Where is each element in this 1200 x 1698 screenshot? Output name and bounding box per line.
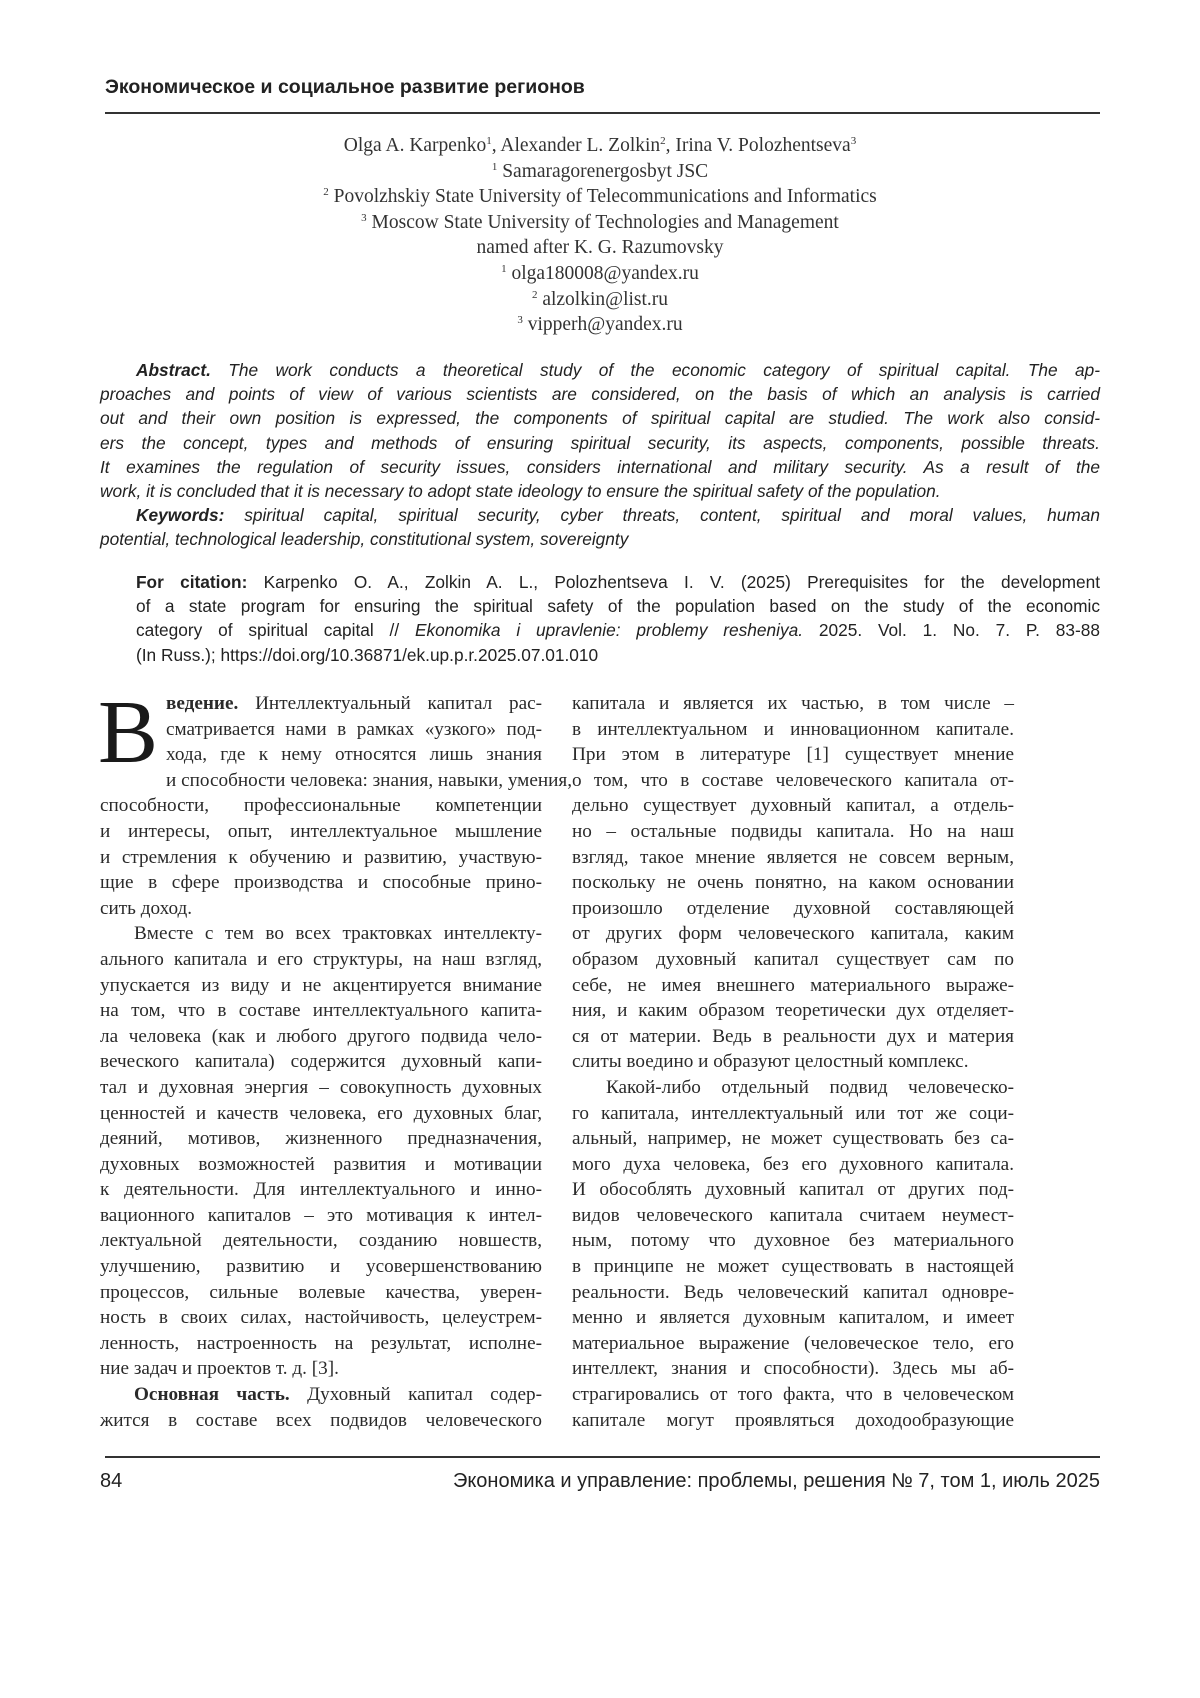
paragraph-heading: ведение. bbox=[166, 693, 239, 714]
body-text: ным, потому что духовное без материального bbox=[572, 1230, 1014, 1252]
drop-cap: В bbox=[98, 683, 159, 782]
abstract-text: work, it is concluded that it is necessary to adopt state ideology to ensure the spiritual safety of the population. bbox=[100, 481, 941, 502]
body-line bbox=[100, 1408, 542, 1434]
body-text: ла человека (как и любого другого подвида чело- bbox=[100, 1025, 542, 1047]
body-line bbox=[572, 1382, 1014, 1408]
author-name: Irina V. Polozhentseva bbox=[675, 135, 851, 156]
body-line bbox=[572, 819, 1014, 845]
superscript: 3 bbox=[517, 314, 523, 327]
body-line bbox=[572, 973, 1014, 999]
body-line bbox=[572, 1408, 1014, 1434]
body-line bbox=[100, 1075, 542, 1101]
body-line bbox=[100, 998, 542, 1024]
body-text: способности, профессиональные компетенции bbox=[100, 795, 542, 817]
citation-lead: For citation: bbox=[136, 572, 248, 592]
paragraph-heading: Основная часть. bbox=[134, 1384, 290, 1406]
abstract-text: out and their own position is expressed, the components of spiritual capital are studied. The work also consid- bbox=[100, 408, 1100, 429]
body-line bbox=[100, 691, 542, 717]
body-line bbox=[100, 768, 573, 794]
body-line bbox=[572, 947, 1014, 973]
body-text: альный, например, не может существовать без са- bbox=[572, 1128, 1014, 1150]
body-text: веческого капитала) содержится духовный капи- bbox=[100, 1051, 542, 1073]
body-text: сить доход. bbox=[100, 897, 193, 919]
body-text: вационного капиталов – это мотивация к интел- bbox=[100, 1204, 542, 1226]
body-line bbox=[100, 819, 542, 845]
body-text: Какой-либо отдельный подвид человеческо- bbox=[606, 1076, 1014, 1098]
body-text: но – остальные подвиды капитала. Но на наш bbox=[572, 820, 1014, 842]
body-text: к деятельности. Для интеллектуального и инно- bbox=[100, 1179, 542, 1201]
keywords-text: spiritual capital, spiritual security, cyber threats, content, spiritual and moral values, human bbox=[224, 505, 1100, 526]
citation-text: Karpenko O. A., Zolkin A. L., Polozhentseva I. V. (2025) Prerequisites for the development bbox=[247, 572, 1100, 592]
superscript: 2 bbox=[323, 186, 329, 199]
body-text: от других форм человеческого капитала, каким bbox=[572, 923, 1014, 945]
abstract-line bbox=[100, 358, 1100, 382]
body-line bbox=[572, 1280, 1014, 1306]
keywords-line bbox=[100, 503, 1100, 527]
body-text: При этом в литературе [1] существует мнение bbox=[572, 744, 1014, 766]
abstract-line bbox=[100, 406, 1100, 430]
citation-line bbox=[136, 570, 1100, 594]
body-text: мого духа человека, без его духовного капитала. bbox=[572, 1153, 1014, 1175]
body-line bbox=[572, 1152, 1014, 1178]
body-line bbox=[572, 717, 1014, 743]
citation-text: 2025. Vol. 1. No. 7. P. 83-88 bbox=[803, 620, 1100, 641]
abstract-line bbox=[100, 431, 1100, 455]
superscript: 1 bbox=[501, 262, 507, 275]
superscript: 1 bbox=[491, 160, 498, 173]
body-text: и стремления к обучению и развитию, участвую- bbox=[100, 846, 542, 868]
emails bbox=[100, 261, 1100, 338]
keywords-line bbox=[100, 527, 1100, 551]
author-sup: 1 bbox=[486, 135, 492, 147]
body-text: поскольку не очень понятно, на каком основании bbox=[572, 872, 1014, 894]
body-line bbox=[100, 947, 542, 973]
body-text: ального капитала и его структуры, на наш взгляд, bbox=[100, 948, 542, 970]
body-text: в интеллектуальном и инновационном капитале. bbox=[572, 718, 1014, 740]
body-text: ния, и каким образом теоретически дух отделяет- bbox=[572, 1000, 1014, 1022]
author-name: Alexander L. Zolkin bbox=[500, 135, 661, 156]
body-text: ценностей и качеств человека, его духовных благ, bbox=[100, 1102, 542, 1124]
body-line bbox=[100, 1126, 542, 1152]
abstract-text: ers the concept, types and methods of ensuring spiritual security, its aspects, components, possible threats. bbox=[100, 432, 1100, 453]
body-text: материальное выражение (человеческое тело, его bbox=[572, 1332, 1014, 1354]
body-line bbox=[100, 1280, 542, 1306]
header-rule bbox=[105, 112, 1100, 114]
body-line bbox=[572, 1203, 1014, 1229]
body-line bbox=[572, 845, 1014, 871]
body-text: тал и духовная энергия – совокупность духовных bbox=[100, 1076, 542, 1098]
body-text: и интересы, опыт, интеллектуальное мышление bbox=[100, 820, 542, 842]
abstract-line bbox=[100, 382, 1100, 406]
body-line bbox=[100, 1049, 542, 1075]
superscript: 3 bbox=[361, 211, 367, 224]
journal-name: Ekonomika i upravlenie: problemy resheniya. bbox=[415, 620, 804, 641]
running-header: Экономическое и социальное развитие регионов bbox=[105, 76, 585, 98]
body-line bbox=[572, 998, 1014, 1024]
author-sup: 2 bbox=[660, 135, 666, 147]
body-line bbox=[572, 768, 1014, 794]
body-text: взгляд, такое мнение является не совсем верным, bbox=[572, 846, 1014, 868]
body-text: менно и является духовным капиталом, и имеет bbox=[572, 1307, 1014, 1329]
body-line bbox=[572, 1075, 1014, 1101]
body-text: дельно существует духовный капитал, а отдель- bbox=[572, 795, 1014, 817]
body-text: улучшению, развитию и усовершенствованию bbox=[100, 1256, 542, 1278]
body-text: о том, что в составе человеческого капитала от- bbox=[572, 769, 1014, 791]
body-line bbox=[100, 1331, 542, 1357]
body-line bbox=[572, 691, 1014, 717]
body-line bbox=[572, 1126, 1014, 1152]
body-line bbox=[100, 921, 542, 947]
abstract-line bbox=[100, 455, 1100, 479]
keywords-text: potential, technological leadership, constitutional system, sovereignty bbox=[100, 529, 629, 550]
affiliation-text: Moscow State University of Technologies and Management bbox=[366, 211, 839, 233]
body-text: страгировались от того факта, что в человеческом bbox=[572, 1384, 1014, 1406]
email-line bbox=[100, 287, 1100, 313]
body-text: ся от материи. Ведь в реальности дух и материя bbox=[572, 1025, 1014, 1047]
body-line bbox=[100, 1305, 542, 1331]
affiliation-line bbox=[100, 159, 1100, 185]
body-line bbox=[572, 921, 1014, 947]
email-text: alzolkin@list.ru bbox=[537, 288, 669, 310]
body-text: и способности человека: знания, навыки, умения, bbox=[166, 769, 573, 791]
body-text: процессов, сильные волевые качества, уверен- bbox=[100, 1281, 542, 1303]
superscript: 2 bbox=[531, 288, 538, 301]
body-text: в принципе не может существовать в настоящей bbox=[572, 1256, 1014, 1278]
affiliation-line bbox=[100, 235, 1100, 261]
abstract-text: It examines the regulation of security issues, considers international and military security. As a result of the bbox=[100, 456, 1100, 477]
body-line bbox=[572, 742, 1014, 768]
body-text: хода, где к нему относятся лишь знания bbox=[166, 744, 542, 766]
author-names bbox=[100, 133, 1100, 159]
body-line bbox=[100, 1203, 542, 1229]
body-line bbox=[100, 1101, 542, 1127]
body-line bbox=[572, 1331, 1014, 1357]
body-line bbox=[100, 870, 542, 896]
author-separator: , bbox=[491, 135, 501, 156]
body-text: лектуальной деятельности, созданию новшеств, bbox=[100, 1230, 542, 1252]
body-text: сматривается нами в рамках «узкого» под- bbox=[166, 718, 542, 740]
affiliation-text: Samaragorenergosbyt JSC bbox=[497, 160, 709, 182]
author-block bbox=[100, 133, 1100, 338]
citation-line: of a state program for ensuring the spiritual safety of the population based on the study of the economic bbox=[136, 596, 1100, 617]
email-text: vipperh@yandex.ru bbox=[522, 314, 683, 336]
affiliation-text: named after K. G. Razumovsky bbox=[476, 237, 724, 259]
body-line bbox=[572, 793, 1014, 819]
affiliation-line bbox=[100, 210, 1100, 236]
body-text: Вместе с тем во всех трактовках интеллекту- bbox=[134, 923, 542, 945]
abstract-text: The work conducts a theoretical study of the economic category of spiritual capital. The ap- bbox=[210, 360, 1100, 380]
body-line bbox=[572, 896, 1014, 922]
email-line bbox=[100, 261, 1100, 287]
body-line bbox=[100, 1228, 542, 1254]
affiliation-line bbox=[100, 184, 1100, 210]
body-line bbox=[100, 717, 542, 743]
body-text: духовных возможностей развития и мотивации bbox=[100, 1153, 542, 1175]
email-text: olga180008@yandex.ru bbox=[506, 262, 699, 284]
keywords-lead: Keywords: bbox=[136, 505, 225, 526]
body-line bbox=[100, 1152, 542, 1178]
body-text: капитала и является их частью, в том числе – bbox=[572, 693, 1014, 714]
abstract-lead: Abstract. bbox=[136, 360, 211, 380]
body-line bbox=[100, 973, 542, 999]
body-column-right bbox=[572, 691, 1014, 1433]
body-line bbox=[572, 1049, 1014, 1075]
body-line bbox=[572, 1024, 1014, 1050]
body-text: видов человеческого капитала считаем неумест- bbox=[572, 1204, 1014, 1226]
body-line bbox=[100, 1254, 542, 1280]
footer-rule bbox=[105, 1456, 1100, 1458]
abstract bbox=[100, 358, 1100, 552]
body-text: произошло отделение духовной составляющей bbox=[572, 897, 1014, 919]
body-line bbox=[572, 870, 1014, 896]
body-line bbox=[100, 742, 542, 768]
body-text: жится в составе всех подвидов человеческого bbox=[100, 1409, 542, 1431]
body-text: образом духовный капитал существует сам по bbox=[572, 948, 1014, 970]
body-text: го капитала, интеллектуальный или тот же соци- bbox=[572, 1102, 1014, 1124]
body-column-left bbox=[98, 683, 573, 1433]
body-line bbox=[572, 1101, 1014, 1127]
abstract-text: proaches and points of view of various scientists are considered, on the basis of which an analysis is carried bbox=[100, 384, 1100, 405]
citation-text: category of spiritual capital // bbox=[136, 620, 415, 641]
body-line bbox=[100, 1024, 542, 1050]
author-sup: 3 bbox=[850, 135, 857, 147]
body-line bbox=[572, 1177, 1014, 1203]
abstract-line bbox=[100, 479, 1100, 503]
body-line bbox=[100, 1177, 542, 1203]
body-text: на том, что в составе интеллектуального капита- bbox=[100, 1000, 542, 1022]
citation-line bbox=[136, 618, 1100, 642]
body-text: Духовный капитал содер- bbox=[289, 1384, 542, 1406]
email-line bbox=[100, 312, 1100, 338]
body-text: щие в сфере производства и способные прино- bbox=[100, 872, 542, 894]
body-text: Интеллектуальный капитал рас- bbox=[238, 693, 542, 714]
author-name: Olga A. Karpenko bbox=[343, 135, 487, 156]
body-line bbox=[572, 1254, 1014, 1280]
footer-journal-title: Экономика и управление: проблемы, решения № 7, том 1, июль 2025 bbox=[452, 1470, 1100, 1492]
body-text: упускается из виду и не акцентируется внимание bbox=[100, 974, 542, 996]
body-text: деяний, мотивов, жизненного предназначения, bbox=[100, 1128, 542, 1150]
author-separator: , bbox=[665, 135, 676, 156]
body-text: себе, не имея внешнего материального выраже- bbox=[572, 974, 1014, 996]
body-line bbox=[572, 1305, 1014, 1331]
body-text: ленность, настроенность на результат, исполне- bbox=[100, 1332, 542, 1354]
body-text: И обособлять духовный капитал от других под- bbox=[572, 1179, 1014, 1201]
body-line bbox=[100, 845, 542, 871]
body-line bbox=[100, 896, 542, 922]
body-line bbox=[100, 793, 542, 819]
body-line bbox=[572, 1228, 1014, 1254]
body-text: ность в своих силах, настойчивость, целеустрем- bbox=[100, 1307, 542, 1329]
body-text: слиты воедино и образуют целостный комплекс. bbox=[572, 1051, 969, 1073]
body-line bbox=[572, 1356, 1014, 1382]
body-line bbox=[100, 1356, 542, 1382]
body-text: интеллект, знания и способности). Здесь мы аб- bbox=[572, 1358, 1014, 1380]
body-text: ние задач и проектов т. д. [3]. bbox=[100, 1358, 339, 1380]
body-text: капитале могут проявляться доходообразующие bbox=[572, 1409, 1014, 1431]
affiliation-text: Povolzhskiy State University of Telecommunications and Informatics bbox=[328, 186, 877, 208]
body-line bbox=[100, 1382, 542, 1408]
doi-link[interactable]: (In Russ.); https://doi.org/10.36871/ek.up.p.r.2025.07.01.010 bbox=[136, 644, 599, 665]
page-number: 84 bbox=[100, 1470, 123, 1492]
citation bbox=[136, 570, 1100, 667]
body-text: реальности. Ведь человеческий капитал одновре- bbox=[572, 1281, 1014, 1303]
affiliations bbox=[100, 159, 1100, 261]
